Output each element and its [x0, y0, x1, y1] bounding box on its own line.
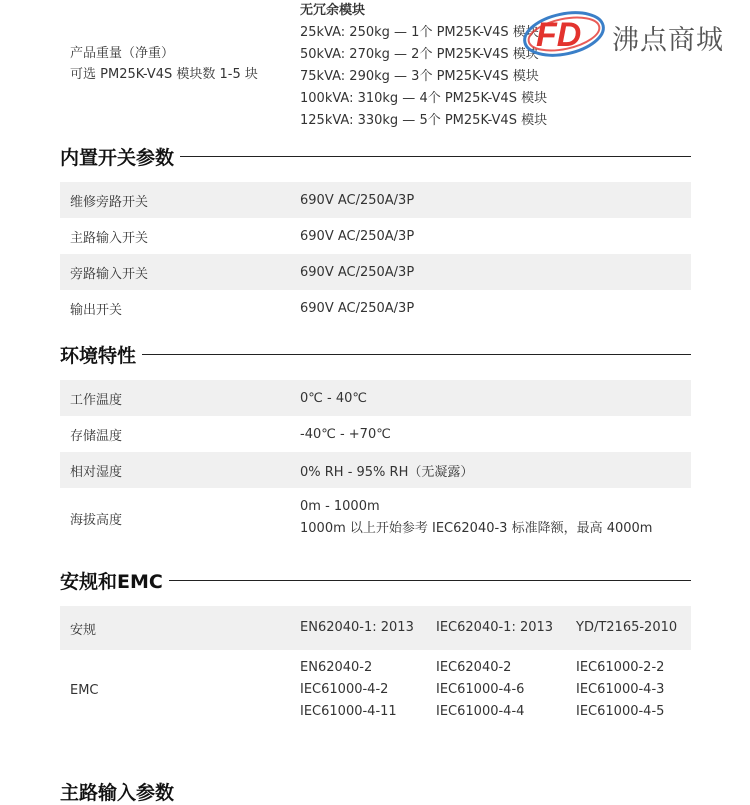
spec-sheet — [60, 0, 691, 730]
row-value-line: IEC61000-2-2 — [576, 660, 665, 675]
section-safety-emc — [60, 554, 691, 606]
section-divider — [142, 354, 691, 355]
section-title: 安规和EMC — [60, 570, 163, 593]
row-key: 主路输入开关 — [70, 230, 149, 246]
section-divider — [180, 156, 691, 157]
weight-line: 100kVA: 310kg — 4个 PM25K-V4S 模块 — [300, 91, 548, 106]
row-value-line: IEC61000-4-4 — [436, 704, 525, 719]
table-row — [60, 218, 691, 254]
section-environment — [60, 328, 691, 380]
row-key: 维修旁路开关 — [70, 194, 149, 210]
row-value-line: IEC62040-2 — [436, 660, 512, 675]
table-row — [60, 416, 691, 452]
weight-label-line-2: 可选 PM25K-V4S 模块数 1-5 块 — [70, 67, 258, 82]
row-value-line: IEC61000-4-6 — [436, 682, 525, 697]
row-value-column — [436, 657, 576, 723]
row-value: 0℃ - 40℃ — [300, 390, 367, 406]
row-value-line: EN62040-2 — [300, 660, 373, 675]
weight-label — [70, 43, 258, 85]
weight-line: 50kVA: 270kg — 2个 PM25K-V4S 模块 — [300, 47, 539, 62]
table-row — [60, 182, 691, 218]
weight-line: 125kVA: 330kg — 5个 PM25K-V4S 模块 — [300, 113, 548, 128]
section-title: 内置开关参数 — [60, 146, 175, 169]
row-value: EN62040-1: 2013 — [300, 620, 414, 635]
logo-text: 沸点商城 — [612, 25, 724, 56]
row-value-line: 0m - 1000m — [300, 499, 380, 514]
table-row — [60, 254, 691, 290]
next-section-title: 主路输入参数 — [60, 782, 175, 804]
brand-logo — [520, 4, 742, 62]
table-row — [60, 452, 691, 488]
weight-label-line-1: 产品重量（净重） — [70, 46, 175, 61]
row-values — [290, 617, 691, 639]
weight-values — [300, 0, 547, 132]
row-value: 0% RH - 95% RH（无凝露） — [300, 464, 474, 480]
row-value: -40℃ - +70℃ — [300, 426, 391, 442]
section-title: 环境特性 — [60, 344, 137, 367]
row-value-column — [300, 657, 436, 723]
fd-logo-icon — [520, 4, 610, 62]
row-key: 海拔高度 — [70, 512, 123, 528]
row-value-line: IEC61000-4-5 — [576, 704, 665, 719]
table-row — [60, 650, 691, 730]
section-divider — [169, 580, 691, 581]
row-key: 存储温度 — [70, 428, 123, 444]
row-value: YD/T2165-2010 — [576, 620, 678, 635]
row-value: IEC62040-1: 2013 — [436, 620, 554, 635]
logo-mark: FD — [536, 16, 582, 54]
row-value: 690V AC/250A/3P — [300, 192, 415, 208]
row-key: 工作温度 — [70, 392, 123, 408]
table-row — [60, 290, 691, 326]
row-key: 输出开关 — [70, 302, 123, 318]
row-values — [290, 657, 691, 723]
section-switches — [60, 130, 691, 182]
row-value-line: IEC61000-4-2 — [300, 682, 389, 697]
weight-line: 25kVA: 250kg — 1个 PM25K-V4S 模块 — [300, 25, 539, 40]
row-key: 相对湿度 — [70, 464, 123, 480]
row-key: 旁路输入开关 — [70, 266, 149, 282]
row-value — [290, 496, 691, 540]
row-value-line: IEC61000-4-11 — [300, 704, 397, 719]
weight-values-title: 无冗余模块 — [300, 3, 366, 18]
row-value: 690V AC/250A/3P — [300, 264, 415, 280]
row-value-column — [576, 657, 691, 723]
row-value-line: 1000m 以上开始参考 IEC62040-3 标准降额，最高 4000m — [300, 521, 653, 536]
weight-line: 75kVA: 290kg — 3个 PM25K-V4S 模块 — [300, 69, 539, 84]
table-row — [60, 380, 691, 416]
row-value: 690V AC/250A/3P — [300, 300, 415, 316]
table-row — [60, 488, 691, 548]
row-value: 690V AC/250A/3P — [300, 228, 415, 244]
table-row — [60, 606, 691, 650]
row-key: 安规 — [70, 622, 97, 638]
row-key: EMC — [70, 682, 99, 698]
row-value-line: IEC61000-4-3 — [576, 682, 665, 697]
